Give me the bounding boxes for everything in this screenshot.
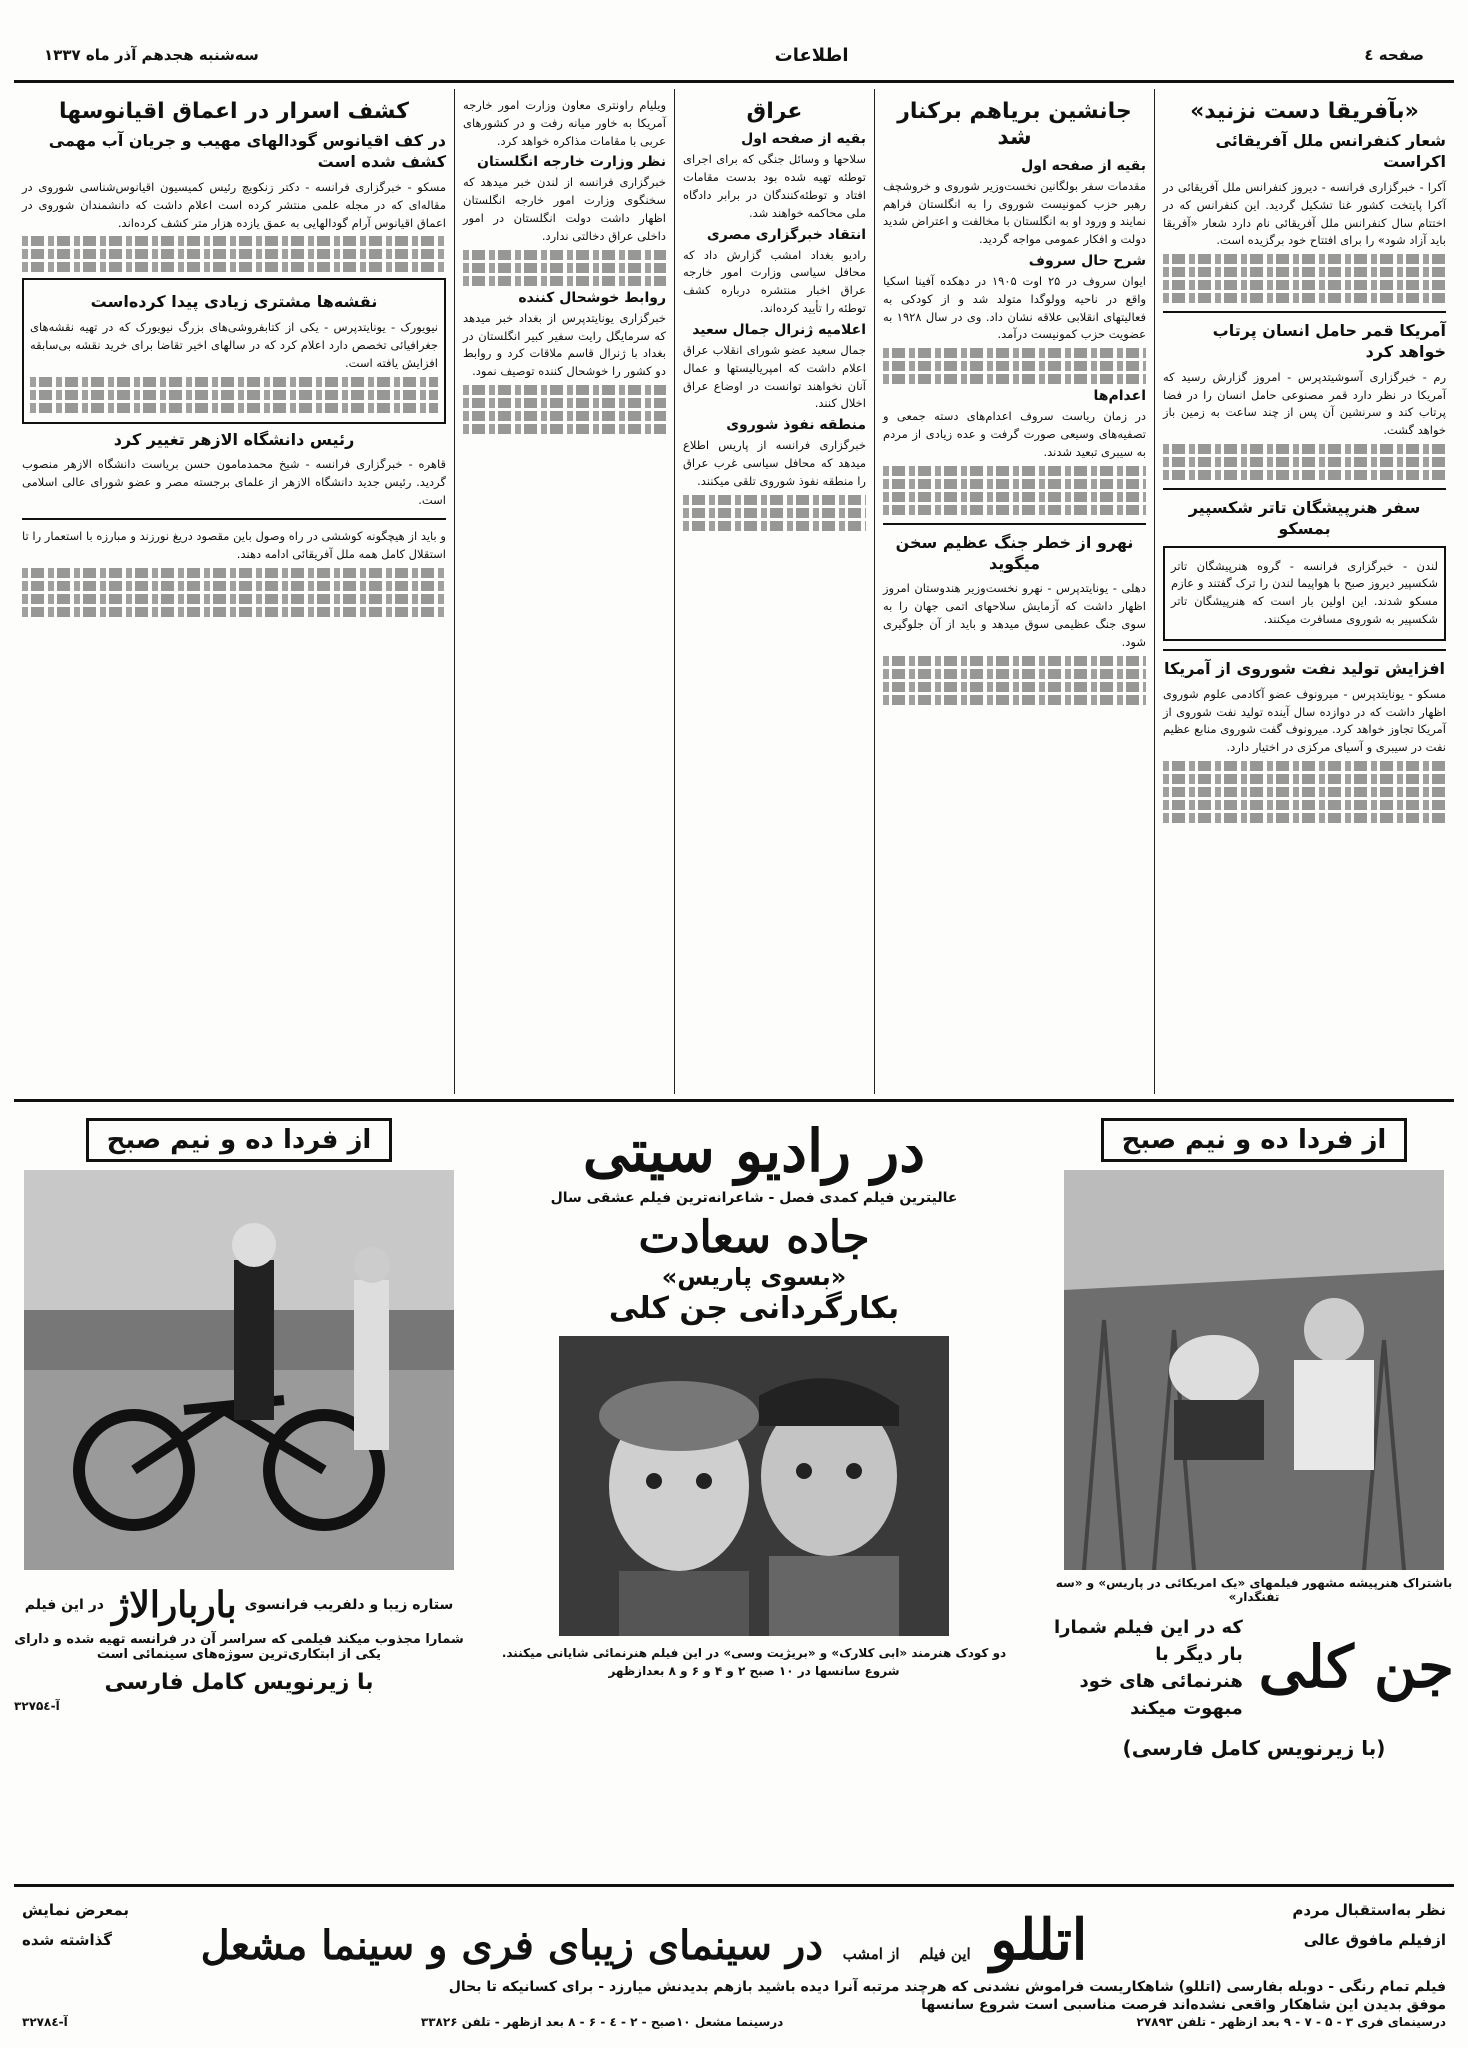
paper-name: اطلاعات xyxy=(774,44,849,66)
abroad-body3: خبرگزاری یونایتدپرس از بغداد خبر میدهد که سرمایگل رایت سفیر کبیر انگلستان در بغداد با ژنرال قاسم ملاقات کرد و روابط دو کشور را خوشحال کننده توصیف نمود. xyxy=(463,310,666,379)
successor-sub3: اعدام‌ها xyxy=(1093,388,1146,405)
ad-left-code: آ-۳۲۷۵٤ xyxy=(14,1699,60,1713)
abroad-sub1: نظر وزارت خارجه انگلستان xyxy=(477,154,666,171)
moon-headline: آمریکا قمر حامل انسان پرتاب خواهد کرد xyxy=(1212,321,1446,362)
ad-center-tagline: عالیترین فیلم کمدی فصل - شاعرانه‌ترین فیلم عشقی سال xyxy=(550,1189,958,1206)
issue-date: سه‌شنبه هجدهم آذر ماه ۱۳۳۷ xyxy=(44,46,259,64)
ad-right-desc3: مبهوت میکند xyxy=(1130,1698,1243,1719)
othello-schedule1: درسینمای فری ۳ - ۵ - ۷ - ۹ بعد ازظهر - تلفن ۲۷۸۹۳ xyxy=(1136,2015,1446,2029)
africa-body: آکرا - خبرگزاری فرانسه - دیروز کنفرانس ملل آفریقائی در آکرا پایتخت کشور غنا تشکیل گردید. این کنفرانس که در اختتام سال کنفرانس ملل آفریقائی نام دارد شعار «آفریقا باید آزاد شود» را برای افتتاح خود برگزیده است. xyxy=(1163,179,1446,248)
continued-body: و باید از هیچگونه کوششی در راه وصول باین مقصود دریغ نورزند و مبارزه با استعمار را تا استقلال کامل همه ملل آفریقائی ادامه دهند. xyxy=(22,528,446,561)
iraq-body4: خبرگزاری فرانسه از پاریس اطلاع میدهد که محافل سیاسی غرب عراق را منطقه نفوذ شوروی تلقی میکنند. xyxy=(683,438,866,488)
othello-schedule2: درسینما مشعل ۱۰صبح - ۲ - ٤ - ۶ - ۸ بعد ازظهر - تلفن ۳۳۸۲۶ xyxy=(420,2015,784,2029)
ocean-headline: کشف اسرار در اعماق اقیانوسها xyxy=(59,99,409,124)
masthead xyxy=(14,30,1454,83)
ad-left-star-suffix: در این فیلم xyxy=(24,1597,104,1613)
othello-tonight: از امشب xyxy=(842,1945,900,1963)
ad-barbara-laage xyxy=(14,1110,464,1870)
ad-gene-kelly xyxy=(1054,1110,1454,1870)
theatre-headline: سفر هنرپیشگان تاتر شکسپیر بمسکو xyxy=(1188,498,1421,538)
column-successor xyxy=(874,89,1154,1094)
othello-line2: موفق بدیدن این شاهکار واقعی نشده‌اند فرصت مناسبی است شروع سانسها xyxy=(921,1997,1446,2013)
ad-left-desc1: شمارا مجذوب میکند فیلمی که سراسر آن در فرانسه تهیه شده و دارای xyxy=(14,1632,464,1647)
successor-body2: ایوان سروف در ۲۵ اوت ۱۹۰۵ در دهکده آفینا اسکیا واقع در ناحیه وولوگدا متولد شد و از کودکی به فعالیتهای انقلابی علاقه نشان داد. وی در سال ۱۹۲۸ به عضویت حزب کمونیست درآمد. xyxy=(883,274,1147,342)
ad-center-director: بکارگردانی جن کلی xyxy=(608,1290,900,1326)
othello-this-film: این فیلم xyxy=(919,1945,971,1963)
othello-code: آ-۳۲۷۸٤ xyxy=(22,2015,68,2029)
africa-headline: «بآفریقا دست نزنید» xyxy=(1190,99,1419,124)
theatre-box xyxy=(1163,546,1446,641)
iraq-body1: سلاحها و وسائل جنگی که برای اجرای توطئه تهیه شده بود بدست مقامات افتاد و توطئه‌کنندگان در برابر دادگاه ملی محاکمه خواهند شد. xyxy=(683,152,866,220)
advertisement-section xyxy=(14,1099,1454,1882)
othello-right-bottom: ازفیلم مافوق عالی xyxy=(1303,1931,1446,1949)
abroad-body2: خبرگزاری فرانسه از لندن خبر میدهد که سخنگوی وزارت امور خارجه انگلستان اظهار داشت دولت انگلستان در امور داخلی عراق دخالتی ندارد. xyxy=(463,175,666,243)
ad-right-date: از فردا ده و نیم صبح xyxy=(1101,1118,1407,1162)
ad-right-caption: باشتراک هنرپیشه مشهور فیلمهای «یک امریکائی در پاریس» و «سه تفنگدار» xyxy=(1055,1576,1453,1604)
africa-subhead: شعار کنفرانس ملل آفریقائی اکراست xyxy=(1215,131,1446,172)
othello-line1: فیلم تمام رنگی - دوبله بفارسی (اتللو) شاهکاریست فراموش نشدنی که هرچند مرتبه آنرا دیده باشید بازهم بدیدنش میارزد - برای کسانیکه تا بحال xyxy=(448,1979,1446,1995)
othello-left-top: بمعرض نمایش xyxy=(22,1901,130,1919)
othello-left-bottom: گذاشته شده xyxy=(22,1931,112,1949)
iraq-sub3: اعلامیه ژنرال جمال سعید xyxy=(692,321,866,338)
field-photo-image xyxy=(1064,1170,1444,1570)
ad-center-title: در رادیو سیتی xyxy=(582,1117,926,1185)
column-iraq xyxy=(674,89,874,1094)
abroad-body1: ویلیام راونتری معاون وزارت امور خارجه آمریکا به خاور میانه رفت و در کشورهای عربی با مقامات مذاکره خواهد کرد. xyxy=(463,98,666,148)
ad-right-desc2: هنرنمائی های خود xyxy=(1079,1671,1243,1692)
ad-left-date: از فردا ده و نیم صبح xyxy=(86,1118,392,1162)
ocean-body: مسکو - خبرگزاری فرانسه - دکتر زنکویچ رئیس کمیسیون اقیانوس‌شناسی شوروی در مقاله‌ای که در مجله علمی منتشر کرده است اعلام داشت که دانشمندان شوروی در اعماق اقیانوس آرام گودالهایی به عمق یازده هزار متر کشف کرده‌اند. xyxy=(22,179,446,230)
photo-motorcycle xyxy=(24,1170,454,1570)
ad-right-star: جن کلی xyxy=(1258,1633,1454,1702)
photo-field-scene xyxy=(1064,1170,1444,1570)
ad-left-star: باربارالاژ xyxy=(111,1584,237,1626)
ad-radio-city xyxy=(474,1110,1034,1870)
successor-sub2: شرح حال سروف xyxy=(1028,253,1146,270)
ad-right-desc1: بار دیگر با xyxy=(1155,1644,1243,1665)
abroad-sub2: روابط خوشحال کننده xyxy=(518,289,666,306)
iraq-sub2: انتقاد خبرگزاری مصری xyxy=(706,226,866,243)
page-number: صفحه ٤ xyxy=(1364,46,1424,64)
map-body: نیویورک - یونایتدپرس - یکی از کتابفروشی‌های بزرگ نیویورک که در تهیه نقشه‌های جغرافیائی تخصص دارد اعلام کرد که در سالهای اخیر تقاضا برای خرید نقشه بی‌سابقه افزایش یافته است. xyxy=(30,320,438,370)
azhar-headline: رئیس دانشگاه الازهر تغییر کرد xyxy=(113,429,355,449)
othello-cinemas: در سینمای زیبای فری و سینما مشعل xyxy=(200,1922,824,1969)
map-headline: نقشه‌ها مشتری زیادی پیدا کرده‌است xyxy=(90,292,378,312)
ad-left-star-label: ستاره زیبا و دلفریب فرانسوی xyxy=(244,1597,454,1613)
moon-body: رم - خبرگزاری آسوشیتدپرس - امروز گزارش رسید که آمریکا در نظر دارد قمر مصنوعی حامل انسان را در فضا پرتاب کند و سرنشین آن پس از چند ساعت به زمین باز خواهد گشت. xyxy=(1163,369,1446,438)
theatre-body: لندن - خبرگزاری فرانسه - گروه هنرپیشگان تاتر شکسپیر دیروز صبح با هواپیما لندن را ترک گفتند و عازم مسکو شدند. این اولین بار است که هنرپیشگان تاتر شکسپیر به شوروی مسافرت میکنند. xyxy=(1171,558,1438,627)
othello-film: اتللو xyxy=(990,1907,1088,1973)
iraq-body3: جمال سعید عضو شورای انقلاب عراق اعلام داشت که امپریالیستها و عمال آنان نخواهند توانست در اوضاع عراق اخلال کنند. xyxy=(683,342,866,411)
ad-right-subtitles: (با زیرنویس کامل فارسی) xyxy=(1122,1736,1386,1760)
oil-headline: افزایش تولید نفت شوروی از آمریکا xyxy=(1163,658,1446,678)
othello-right-top: نظر به‌استقبال مردم xyxy=(1292,1901,1446,1919)
nehru-body: دهلی - یونایتدپرس - نهرو نخست‌وزیر هندوستان امروز اظهار داشت که آزمایش سلاحهای اتمی جهان را به سوی جنگ عظیمی سوق میدهد و باید از آن جلوگیری شود. xyxy=(883,581,1146,649)
oil-body: مسکو - یونایتدپرس - میرونوف عضو آکادمی علوم شوروی اظهار داشت که در دوازده سال آینده تولید نفت شوروی از آمریکا تجاوز خواهد کرد. میرونوف گفت شوروی منابع عظیم نفت در سیبری و آسیای مرکزی در اختیار دارد. xyxy=(1163,686,1446,755)
ad-othello xyxy=(14,1884,1454,2037)
successor-headline: جانشین بریاهم برکنار شد xyxy=(897,99,1132,151)
nehru-headline: نهرو از خطر جنگ عظیم سخن میگوید xyxy=(895,532,1134,573)
azhar-body: قاهره - خبرگزاری فرانسه - شیخ محمدمامون حسن بریاست دانشگاه الازهر منصوب گردید. رئیس جدید دانشگاه الازهر از علمای برجسته مصر و عضو شورای عالی اسلامی است. xyxy=(22,457,446,508)
successor-body1: مقدمات سفر بولگانین نخست‌وزیر شوروی و خروشچف رهبر حزب کمونیست شوروی را به انگلستان فراهم نمایند و ورود او به انگلستان با مخالفت و اعتراض شدید دولت و افکار عمومی مواجه گردید. xyxy=(883,178,1146,247)
column-abroad xyxy=(454,89,674,1094)
iraq-headline: عراق xyxy=(746,99,803,124)
ad-center-film: جاده سعادت xyxy=(638,1211,870,1263)
ocean-subhead: در کف اقیانوس گودالهای مهیب و جریان آب مهمی کشف شده است xyxy=(48,131,446,172)
column-ocean xyxy=(14,89,454,1094)
iraq-sub1: بقیه از صفحه اول xyxy=(741,131,866,148)
ad-right-lead: که در این فیلم شمارا xyxy=(1054,1617,1243,1638)
ad-center-showtimes: شروع سانسها در ۱۰ صبح ۲ و ۴ و ۶ و ۸ بعدازظهر xyxy=(608,1663,900,1678)
ad-left-subtitles: با زیرنویس کامل فارسی xyxy=(104,1670,374,1695)
successor-sub1: بقیه از صفحه اول xyxy=(1021,157,1146,174)
ad-center-film-sub: «بسوی پاریس» xyxy=(661,1262,847,1291)
iraq-body2: رادیو بغداد امشب گزارش داد که محافل سیاسی وزارت امور خارجه عراق اخبار منتشره درباره کشف توطئه را تأیید کرده‌اند. xyxy=(683,247,866,316)
motorcycle-photo-image xyxy=(24,1170,454,1570)
ad-left-desc2: یکی از ابتکاری‌ترین سوژه‌های سینمائی است xyxy=(96,1647,382,1662)
iraq-sub4: منطقه نفوذ شوروی xyxy=(726,417,866,434)
photo-children xyxy=(559,1336,949,1636)
ad-center-caption: دو کودک هنرمند «ابی کلارک» و «بریژیت وسی» در این فیلم هنرنمائی شایانی میکنند. xyxy=(501,1645,1007,1660)
newspaper-page xyxy=(14,14,1454,2034)
column-africa xyxy=(1154,89,1454,1094)
map-box xyxy=(22,278,446,423)
successor-body3: در زمان ریاست سروف اعدام‌های دسته جمعی و تصفیه‌های وسیعی صورت گرفت و عده زیادی از مردم به سیبری تبعید شدند. xyxy=(883,409,1146,459)
othello-headline xyxy=(134,1907,1154,1973)
children-photo-image xyxy=(559,1336,949,1636)
